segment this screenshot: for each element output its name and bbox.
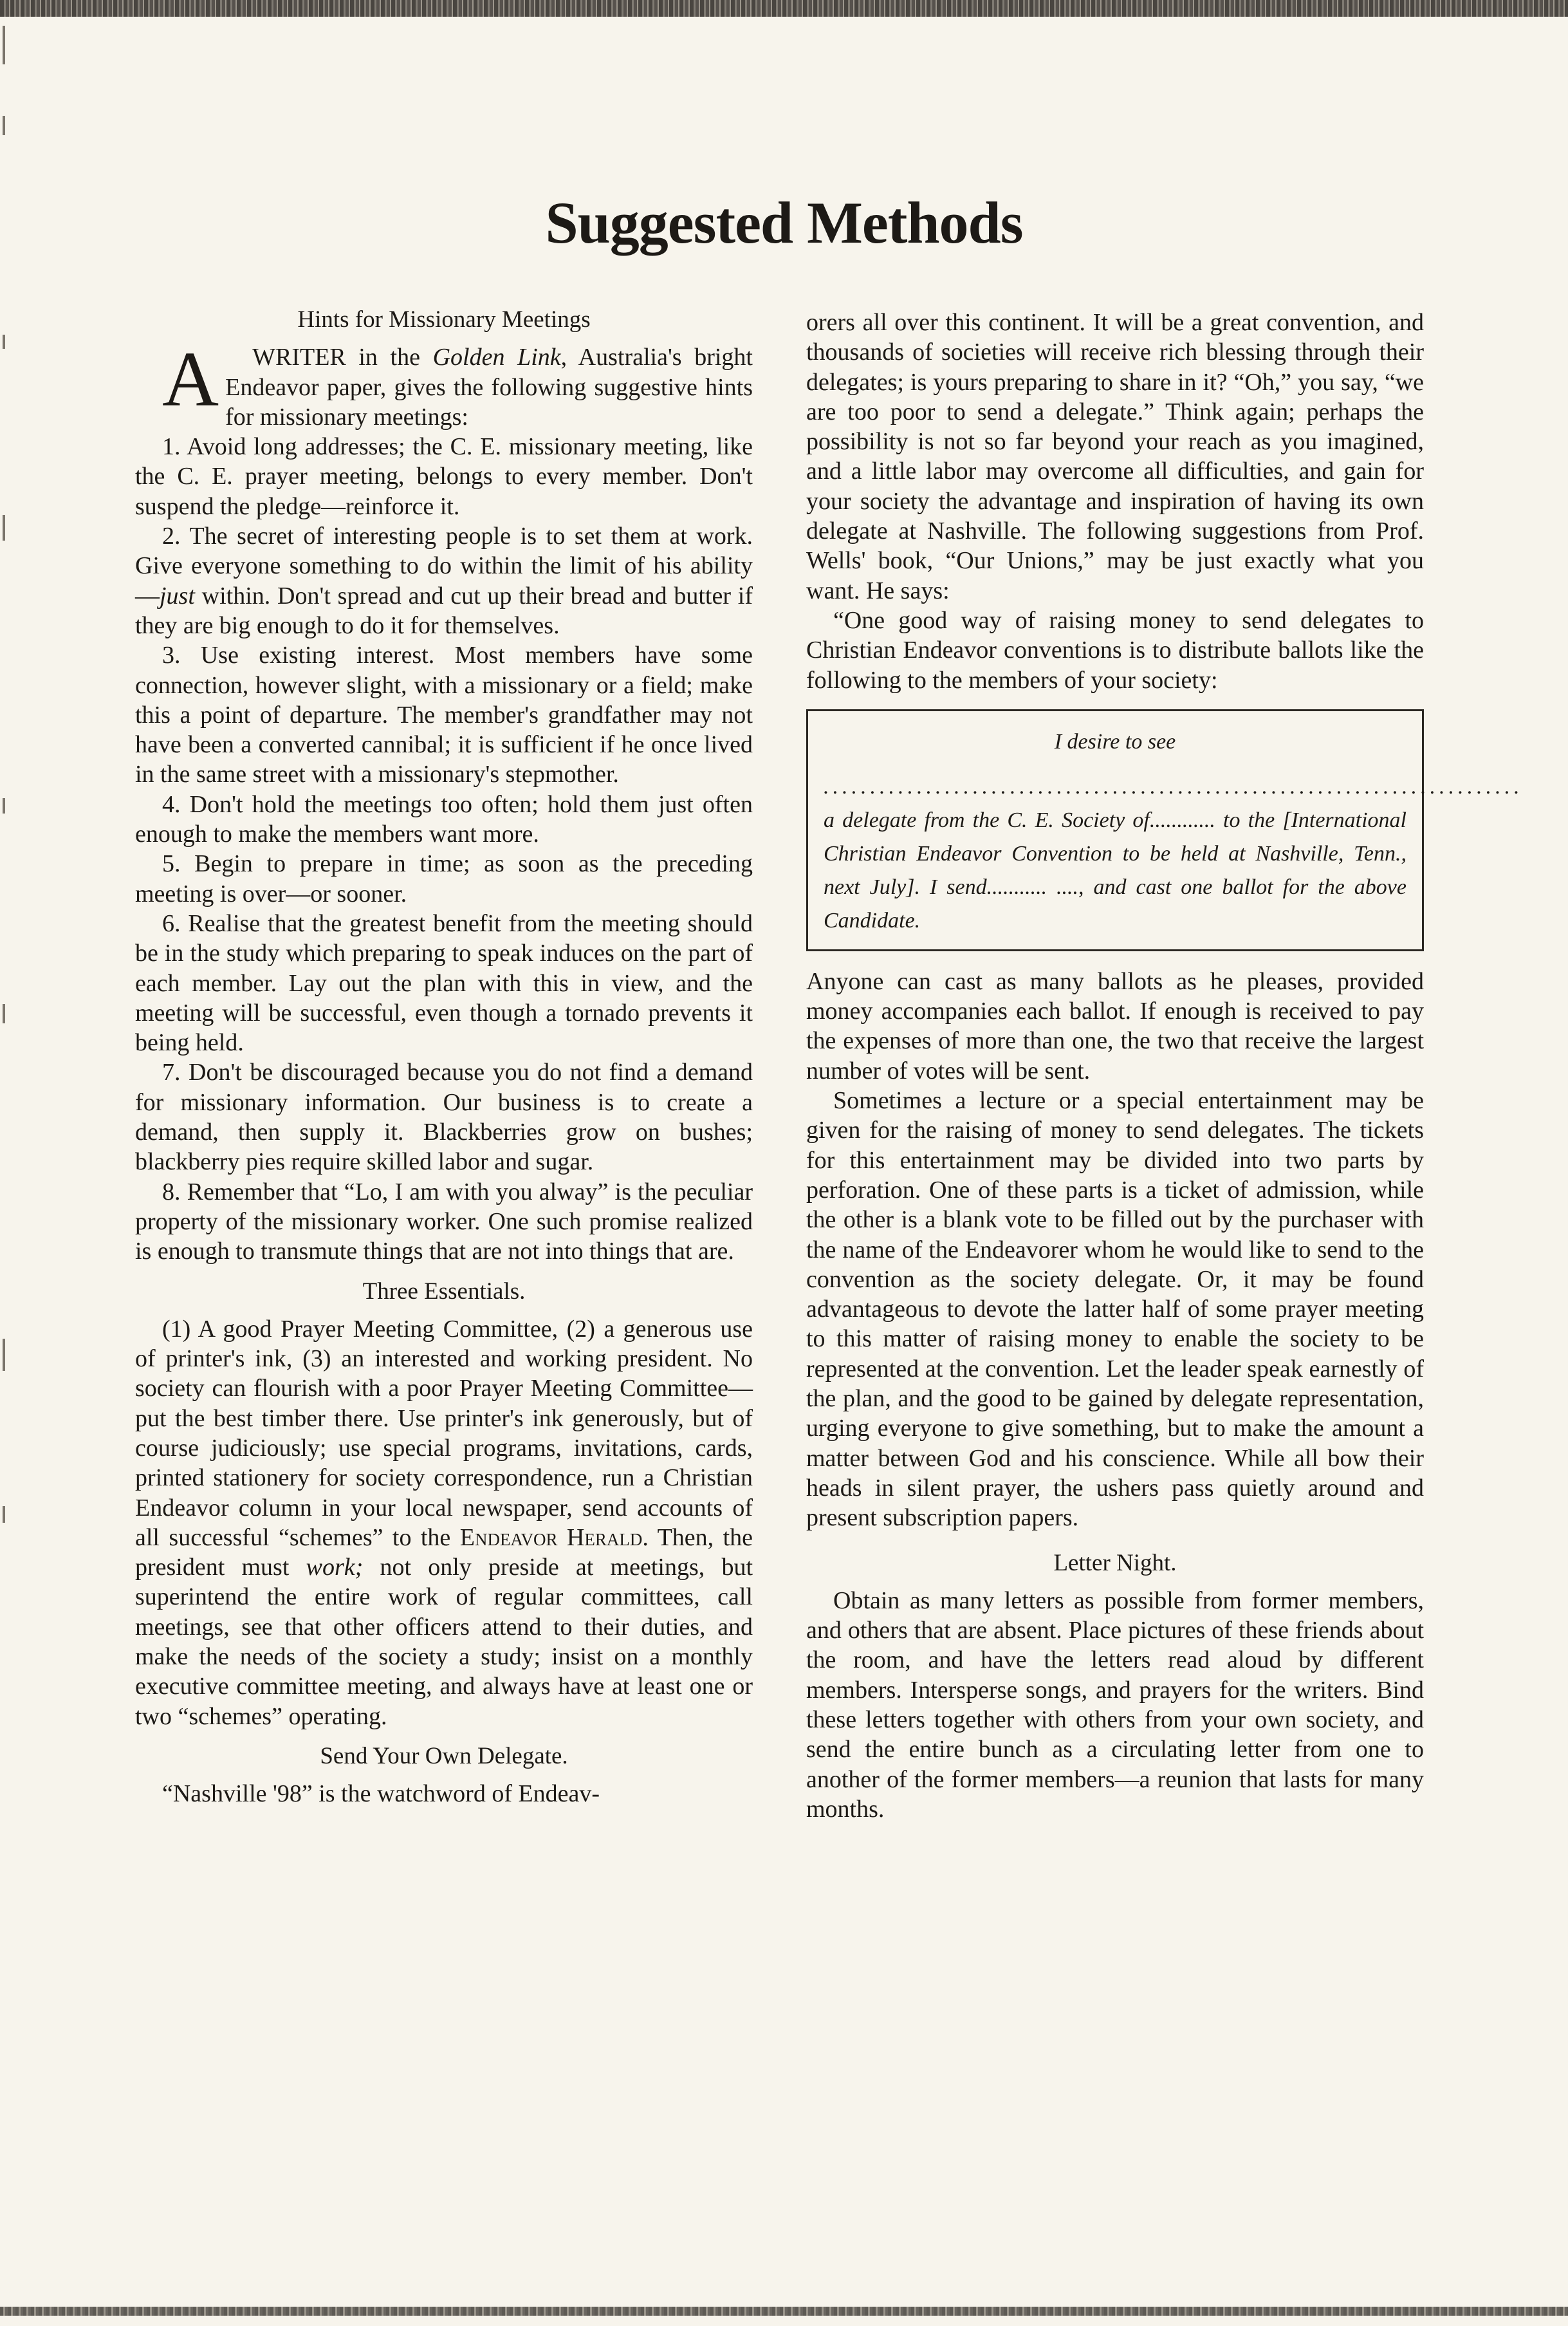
top-border-rule	[0, 0, 1568, 17]
essentials-work-emphasis: work;	[306, 1554, 364, 1581]
right-column	[806, 308, 1524, 1824]
essentials-paragraph	[135, 1314, 753, 1731]
intro-post: , Australia's bright Endeavor paper, gives the following suggestive hints for missionary meetings:	[225, 344, 753, 431]
delegate-para-1-start: “Nashville '98” is the watchword of Endeav-	[162, 1780, 600, 1808]
source-title: Golden Link	[432, 344, 561, 371]
section-heading-essentials: Three Essentials.	[362, 1278, 526, 1305]
bottom-border-rule	[0, 2307, 1568, 2316]
letter-night-paragraph: Obtain as many letters as possible from former members, and others that are absent. Place pictures of these friends about the room, and have the letters read aloud by different members. Intersperse songs, and prayers for the writers. Bind these letters together with others from your own society, and send the entire bunch as a circulating letter from one to another of the former members—a reunion that lasts for many months.	[806, 1586, 1424, 1823]
hint-item-2-post: within. Don't spread and cut up their bread and butter if they are big enough to do it for themselves.	[135, 582, 753, 639]
hint-item-6: 6. Realise that the greatest benefit from the meeting should be in the study which preparing to speak induces on the part of each member. Lay out the plan with this in view, and the meeting will be successful, even though a tornado prevents it being held.	[135, 909, 753, 1057]
endeavor-herald: Endeavor Herald	[459, 1523, 643, 1551]
page-title: Suggested Methods	[545, 190, 1023, 256]
drop-cap: A	[162, 336, 219, 423]
section-heading-delegate: Send Your Own Delegate.	[320, 1742, 568, 1769]
essentials-text-c: not only preside at meetings, but superintend the entire work of regular committees, call meetings, see that other officers attend to their duties, and make the needs of the society a study; insist on a monthly executive committee meeting, and always have at least one or two “schemes” operating.	[135, 1554, 753, 1730]
essentials-text-a: (1) A good Prayer Meeting Committee, (2) a generous use of printer's ink, (3) an interested and working president. No society can flourish with a poor Prayer Meeting Committee—put the best timber there. Use printer's ink generously, but of course judiciously; use special programs, invitations, cards, printed stationery for society correspondence, run a Christian Endeavor column in your local newspaper, send accounts of all successful “schemes” to the	[135, 1315, 753, 1551]
hint-item-7: 7. Don't be discouraged because you do not find a demand for missionary information. Our business is to create a demand, then supply it. Blackberries grow on bushes; blackberry pies require skilled labor and sugar.	[135, 1059, 753, 1176]
ballot-heading: I desire to see	[1054, 729, 1176, 754]
delegate-para-1-continued: orers all over this continent. It will be a great convention, and thousands of societies will receive rich blessing through their delegates; is yours preparing to share in it? “Oh,” you say, “we are too poor to send a delegate.” Think again; perhaps the possibility is not so far beyond your reach as you imagined, and a little labor may overcome all difficulties, and gain for your society the advantage and inspiration of having its own delegate at Nashville. The following suggestions from Prof. Wells' book, “Our Unions,” may be just exactly what you want. He says:	[806, 309, 1424, 604]
section-heading-letter-night: Letter Night.	[1053, 1549, 1177, 1576]
hint-item-3: 3. Use existing interest. Most members have some connection, however slight, with a missionary or a field; make this a point of departure. The member's grandfather may not have been a converted cannibal; it is sufficient if he once lived in the same street with a missionary's stepmother.	[135, 642, 753, 788]
ballot-form	[806, 709, 1524, 951]
delegate-para-4: Sometimes a lecture or a special entertainment may be given for the raising of money to send delegates. The tickets for this entertainment may be divided into two parts by perforation. One of these parts is a ticket of admission, while the other is a blank vote to be filled out by the purchaser with the name of the Endeavorer whom he would like to send to the convention as the society delegate. Or, it may be found advantageous to devote the latter half of some prayer meeting to this matter of raising money to enable the society to be represented at the convention. Let the leader speak earnestly of the plan, and the good to be gained by delegate representation, urging everyone to give something, but to make the amount a matter between God and his conscience. While all bow their heads in silent prayer, the ushers pass quietly around and present subscription papers.	[806, 1087, 1424, 1532]
intro-pre: WRITER in the	[252, 344, 433, 371]
ballot-body: a delegate from the C. E. Society of............ to the [International Christian Endeavor Convention to be held at Nashville, Tenn., next July]. I send........... ...., and cast one ballot for the above Candidate.	[824, 808, 1407, 933]
delegate-para-2: “One good way of raising money to send delegates to Christian Endeavor conventions is to distribute ballots like the following to the members of your society:	[806, 606, 1424, 694]
hint-item-8: 8. Remember that “Lo, I am with you alway” is the peculiar property of the missionary worker. One such promise realized is enough to transmute things that are not into things that are.	[135, 1178, 753, 1265]
hint-item-5: 5. Begin to prepare in time; as soon as the preceding meeting is over—or sooner.	[135, 850, 753, 907]
essentials-text-b: . Then, the president must	[135, 1523, 753, 1581]
hints-intro	[135, 336, 753, 432]
ballot-blank-line: ...........................................................................	[824, 774, 1524, 799]
hint-item-2-pre: 2. The secret of interesting people is to set them at work. Give everyone something to do within the limit of his ability—	[135, 523, 753, 609]
hint-item-4: 4. Don't hold the meetings too often; hold them just often enough to make the members want more.	[135, 790, 753, 848]
hint-item-1: 1. Avoid long addresses; the C. E. missionary meeting, like the C. E. prayer meeting, belongs to every member. Don't suspend the pledge—reinforce it.	[135, 433, 753, 520]
delegate-para-3: Anyone can cast as many ballots as he pleases, provided money accompanies each ballot. If enough is received to pay the expenses of more than one, the two that receive the largest number of votes will be sent.	[806, 967, 1424, 1084]
hint-item-2	[135, 521, 753, 640]
hint-item-2-emphasis: just	[160, 582, 195, 609]
left-column	[135, 301, 753, 1809]
section-heading-hints: Hints for Missionary Meetings	[297, 306, 591, 333]
